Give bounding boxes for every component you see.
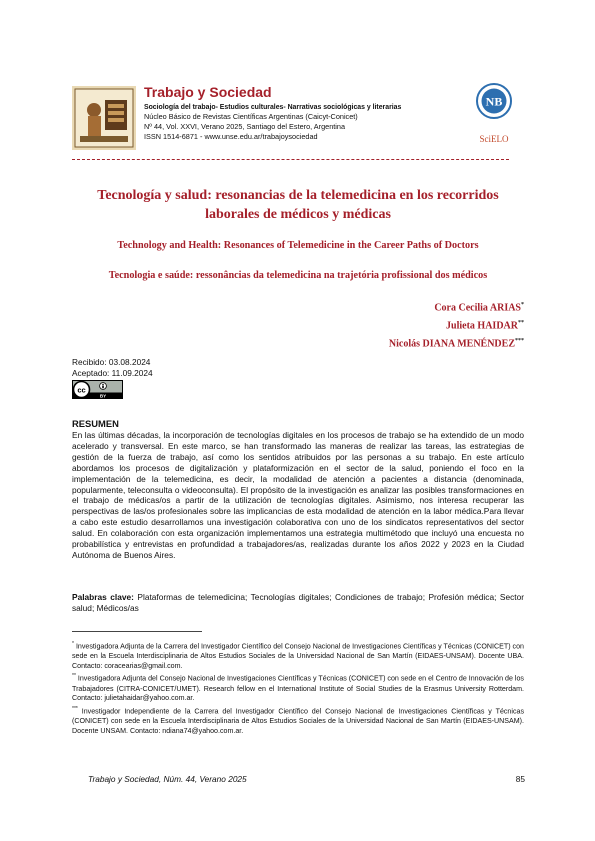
keywords-label: Palabras clave: (72, 592, 134, 602)
footnote-rule (72, 631, 202, 632)
article-title-portuguese: Tecnologia e saúde: ressonâncias da telemedicina na trajetória profissional dos médicos (108, 270, 488, 281)
journal-indexing: Núcleo Básico de Revistas Científicas Argentinas (Caicyt-Conicet) (144, 112, 358, 121)
abstract-heading: RESUMEN (72, 418, 119, 429)
footnote-3: *** Investigador Independiente de la Carrera del Investigador Científico del Consejo Nacional de Investigaciones Científicas y Técnicas (CONICET) con sede en la Escuela Interdisciplinaria de Altos Estudios Sociales de la Universidad Nacional de San Martín (EIDAES-UNSAM). Docente UNSAM. Contacto: ndiana74@yahoo.com.ar. (72, 705, 524, 735)
article-dates (72, 357, 153, 378)
by-text: BY (99, 393, 107, 399)
nb-logo-text: NB (485, 94, 503, 109)
author-2: Julieta HAIDAR** (446, 319, 524, 332)
journal-issn[interactable]: ISSN 1514-6871 - www.unse.edu.ar/trabajoysociedad (144, 132, 318, 141)
footnote-1: * Investigadora Adjunta de la Carrera del Investigador Científico del Consejo Nacional de Investigaciones Científicas y Técnicas (CONICET) con sede en la Escuela Interdisciplinaria de Altos Estudios Sociales de la Universidad Nacional de San Martín (EIDAES-UNSAM). Docente UBA. Contacto: coracearias@gmail.com. (72, 641, 524, 670)
journal-logo-image (72, 86, 136, 150)
footnotes (72, 640, 524, 737)
keywords-list: Plataformas de telemedicina; Tecnologías digitales; Condiciones de trabajo; Profesión médica; Sector salud; Médicos/as (72, 592, 525, 613)
scielo-logo-text: SciELO (479, 134, 509, 144)
author-list (389, 298, 524, 351)
article-title: Tecnología y salud: resonancias de la telemedicina en los recorridos laborales de médicos y médicas (97, 188, 499, 222)
author-3: Nicolás DIANA MENÉNDEZ*** (388, 337, 524, 349)
cc-text: cc (77, 385, 86, 395)
page-number: 85 (515, 774, 525, 784)
nb-scielo-logos (474, 82, 514, 156)
footer-journal: Trabajo y Sociedad, Núm. 44, Verano 2025 (88, 774, 247, 784)
page-footer (88, 774, 525, 784)
abstract-body: En las últimas décadas, la incorporación de tecnologías digitales en los procesos de trabajo se ha extendido de un modo acelerado y transversal. En este marco, se han transformado las maneras de realizar las tareas, las estrategias de gestión de la fuerza de trabajo, así como los sentidos atribuidos por las personas a su trabajo. En este artículo abordamos los procesos de digitalización y plataformización en el sector de la salud, poniendo el foco en la implementación de la telemedicina, es decir, la modalidad de atención a pacientes a distancia (denominada, popularmente, teleconsulta o videoconsulta). El propósito de la investigación es analizar las posibles transformaciones en el trabajo de médicas/os a partir de la utilización de tecnologías digitales. Asimismo, nos interesa recuperar las perspectivas de las/os profesionales sobre las implicancias de esta modalidad de atención en la labor médica.Para llevar a cabo este estudio desarrollamos una investigación colaborativa con uno de los sindicatos representativos del sector salud. En colaboración con esta organización implementamos una estrategia multimétodo que incluyó una encuesta no probabilística y entrevistas en profundidad a trabajadores/as, realizadas durante los años 2022 y 2023 en la Ciudad Autónoma de Buenos Aires. (72, 430, 524, 560)
cc-by-license-icon[interactable] (72, 380, 123, 399)
journal-title: Trabajo y Sociedad (144, 84, 272, 100)
journal-subtitle: Sociología del trabajo- Estudios culturales- Narrativas sociológicas y literarias (144, 104, 402, 111)
article-title-english: Technology and Health: Resonances of Telemedicine in the Career Paths of Doctors (117, 240, 479, 251)
footnote-2: ** Investigadora Adjunta del Consejo Nacional de Investigaciones Científicas y Técnicas (CONICET) con sede en el Centro de Innovación de los Trabajadores (CITRA-CONICET/UMET). Research fellow en el International Institute of Social Studies de la Erasmus University Rotterdam. Contacto: julietahaidar@yahoo.com.ar. (72, 673, 524, 703)
author-1: Cora Cecilia ARIAS* (434, 302, 524, 314)
keywords (72, 592, 524, 614)
journal-header (72, 80, 524, 162)
header-divider (72, 159, 509, 160)
accepted-date: Aceptado: 11.09.2024 (72, 367, 153, 378)
journal-issue: Nº 44, Vol. XXVI, Verano 2025, Santiago del Estero, Argentina (144, 122, 346, 131)
received-date: Recibido: 03.08.2024 (72, 357, 151, 367)
